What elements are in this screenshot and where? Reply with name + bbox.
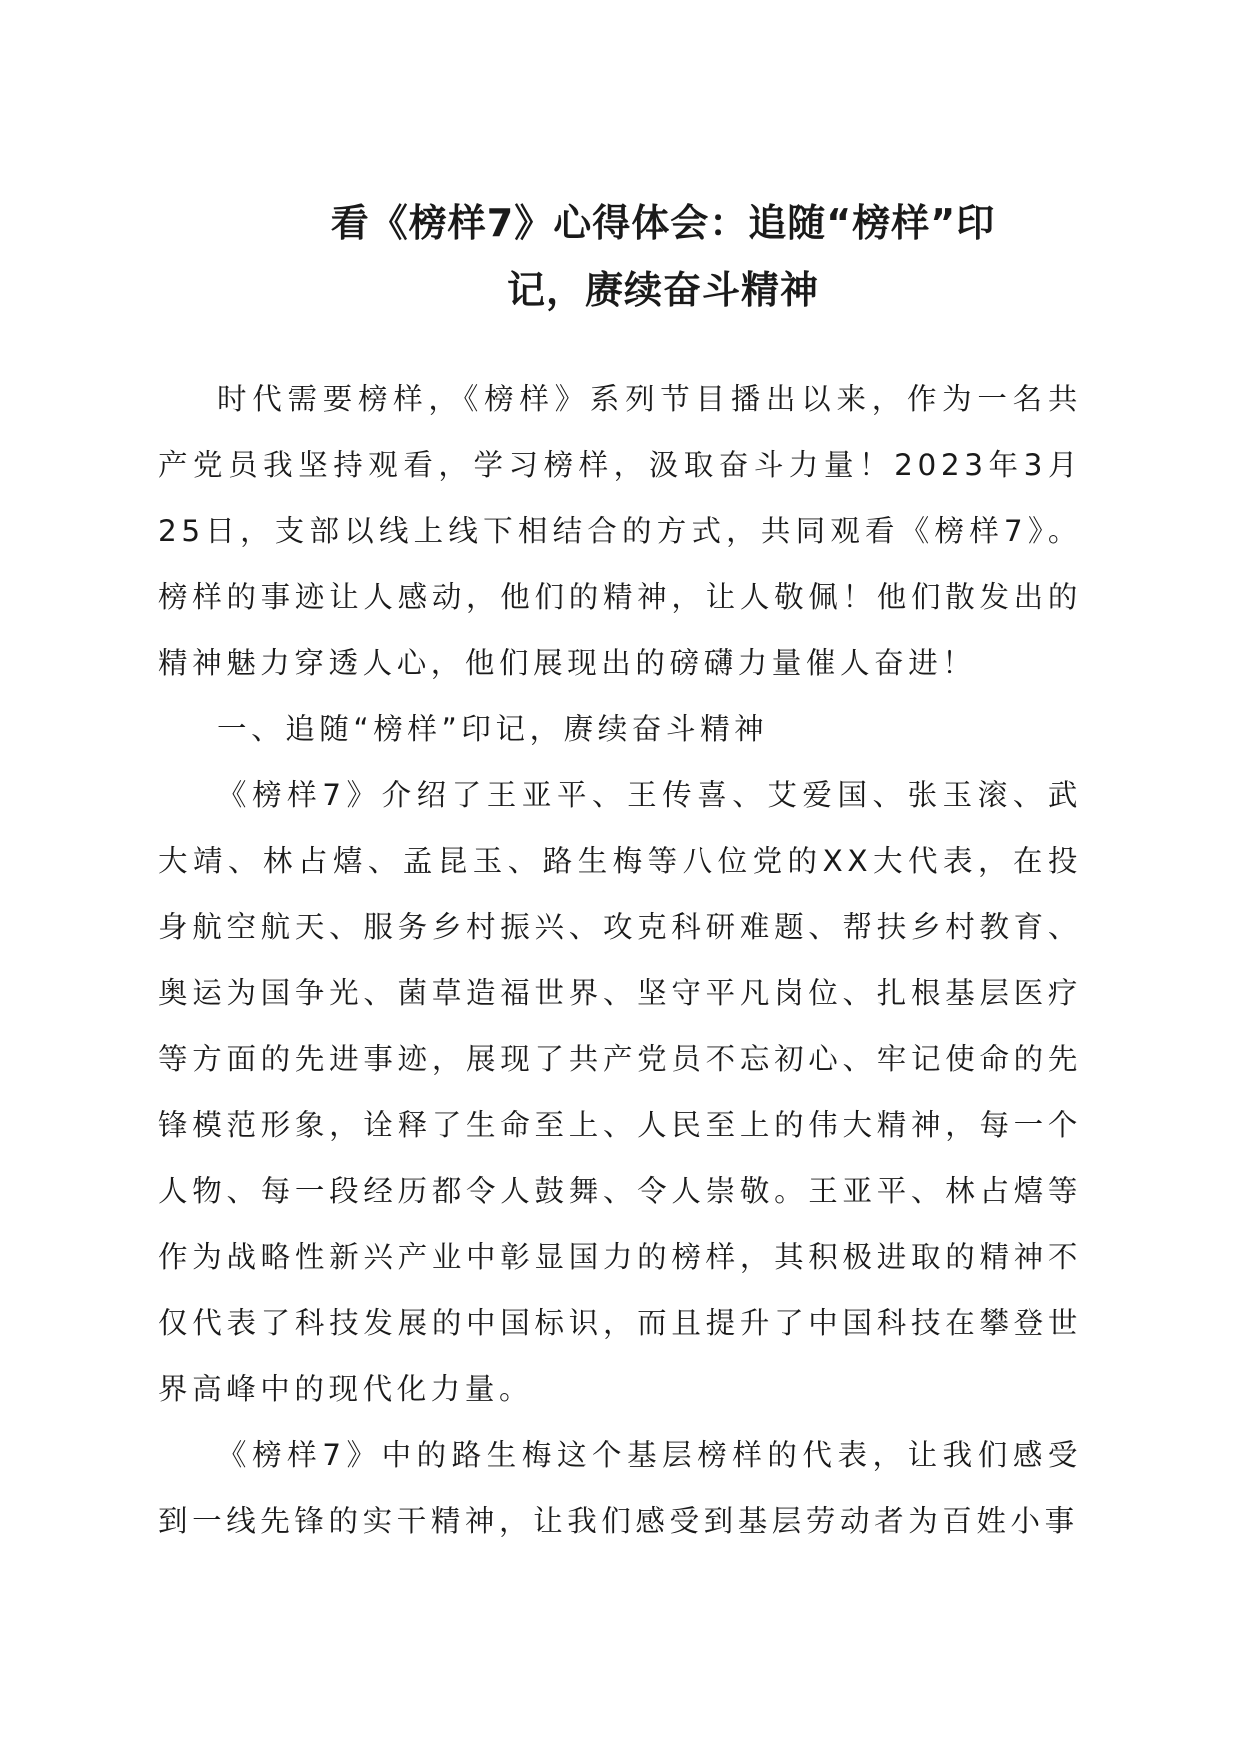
document-title bbox=[158, 190, 1082, 324]
document-body bbox=[158, 366, 1082, 1554]
section-heading-1: 一、追随“榜样”印记，赓续奋斗精神 bbox=[217, 712, 769, 746]
paragraph-intro: 时代需要榜样，《榜样》系列节目播出以来，作为一名共产党员我坚持观看，学习榜样，汲取奋斗力量！2023年3月25日，支部以线上线下相结合的方式，共同观看《榜样7》。榜样的事迹让人感动，他们的精神，让人敬佩！他们散发出的精神魅力穿透人心，他们展现出的磅礴力量催人奋进！ bbox=[158, 382, 1082, 680]
document-page bbox=[158, 190, 1082, 1554]
paragraph-examples: 《榜样7》介绍了王亚平、王传喜、艾爱国、张玉滚、武大靖、林占熺、孟昆玉、路生梅等八位党的XX大代表，在投身航空航天、服务乡村振兴、攻克科研难题、帮扶乡村教育、奥运为国争光、菌草造福世界、坚守平凡岗位、扎根基层医疗等方面的先进事迹，展现了共产党员不忘初心、牢记使命的先锋模范形象，诠释了生命至上、人民至上的伟大精神，每一个人物、每一段经历都令人鼓舞、令人崇敬。王亚平、林占熺等作为战略性新兴产业中彰显国力的榜样，其积极进取的精神不仅代表了科技发展的中国标识，而且提升了中国科技在攀登世界高峰中的现代化力量。 bbox=[158, 778, 1082, 1406]
paragraph-lu-shengmei: 《榜样7》中的路生梅这个基层榜样的代表，让我们感受到一线先锋的实干精神，让我们感受到基层劳动者为百姓小事 bbox=[158, 1438, 1082, 1538]
title-line-1: 看《榜样7》心得体会：追随“榜样”印 bbox=[330, 201, 996, 245]
title-line-2: 记，赓续奋斗精神 bbox=[506, 268, 819, 312]
